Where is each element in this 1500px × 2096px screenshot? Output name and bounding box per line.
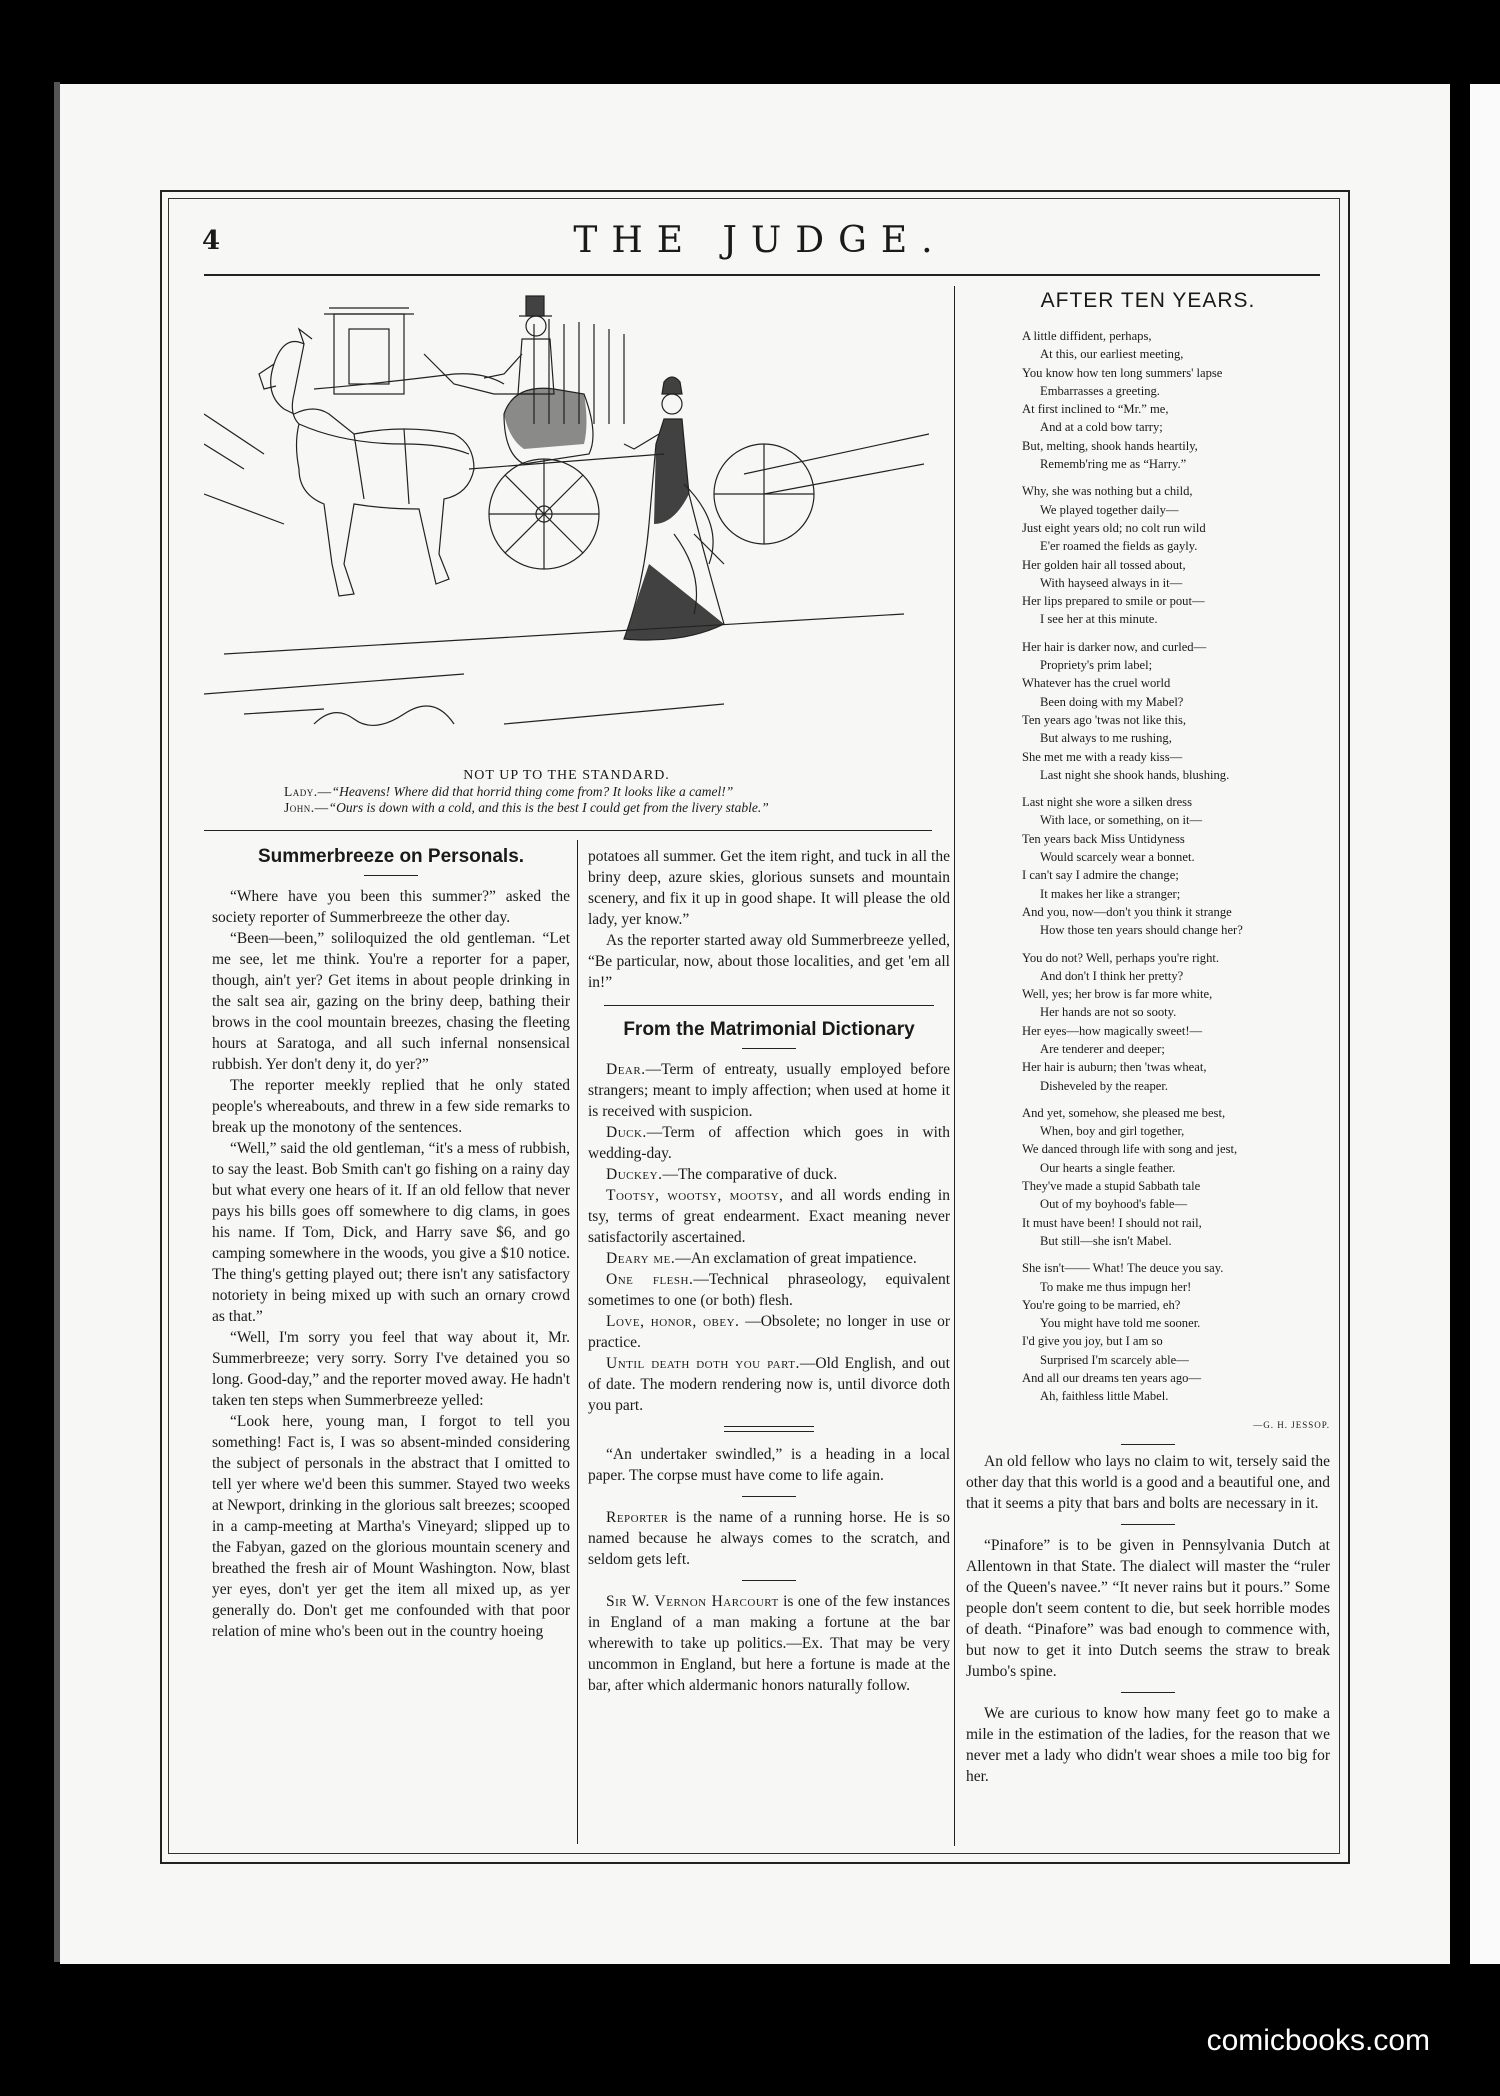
poem-line: But always to me rushing, — [1040, 731, 1172, 746]
poem-line: She isn't—— What! The deuce you say. — [1022, 1261, 1224, 1276]
horse-and-carriage-illustration — [204, 294, 929, 764]
poem-stanza — [1022, 638, 1330, 784]
dictionary-definition: —Term of affection which goes in with wedding-day. — [588, 1124, 950, 1162]
poem-line: You know how ten long summers' lapse — [1022, 365, 1223, 380]
item-rule — [1121, 1524, 1175, 1525]
poem-line: Her eyes—how magically sweet!— — [1022, 1023, 1203, 1038]
poem-line: But, melting, shook hands heartily, — [1022, 438, 1198, 453]
dictionary-entry — [588, 1248, 950, 1269]
poem-line: And don't I think her pretty? — [1040, 968, 1184, 983]
undertaker-item: “An undertaker swindled,” is a heading in a local paper. The corpse must have come to life again. — [588, 1446, 950, 1484]
poem-line: Whatever has the cruel world — [1022, 676, 1171, 691]
dictionary-definition: —An exclamation of great impatience. — [675, 1250, 917, 1267]
heading-rule — [742, 1048, 796, 1049]
poem-line: And at a cold bow tarry; — [1040, 420, 1163, 435]
poem-stanza — [1022, 793, 1330, 939]
summerbreeze-heading: Summerbreeze on Personals. — [257, 846, 525, 867]
adjacent-page-edge — [1470, 84, 1500, 1964]
caption-john-text: “Ours is down with a cold, and this is the best I could get from the livery stable.” — [328, 800, 769, 815]
poem-stanza — [1022, 949, 1330, 1095]
dictionary-entry — [588, 1353, 950, 1416]
poem-line: We played together daily— — [1040, 502, 1179, 517]
dictionary-entry — [588, 1185, 950, 1248]
poem-line: At this, our earliest meeting, — [1040, 347, 1184, 362]
poem-line: It must have been! I should not rail, — [1022, 1215, 1202, 1230]
section-rule — [604, 1005, 934, 1007]
dictionary-term: Tootsy, wootsy, mootsy, — [606, 1187, 784, 1204]
poem-line: A little diffident, perhaps, — [1022, 329, 1152, 343]
item-rule — [1121, 1444, 1175, 1445]
old-fellow-item: An old fellow who lays no claim to wit, tersely said the other day that this world is a good and a beautiful one, and that it seems a pity that bars and bolts are necessary in it. — [966, 1452, 1330, 1512]
poem-line: Our hearts a single feather. — [1040, 1160, 1176, 1175]
poem-line: Ah, faithless little Mabel. — [1040, 1389, 1169, 1404]
dictionary-entry — [588, 1311, 950, 1353]
poem-line: She met me with a ready kiss— — [1022, 749, 1183, 764]
poem-line: You do not? Well, perhaps you're right. — [1022, 950, 1220, 965]
reporter-term: Reporter — [606, 1509, 669, 1526]
poem-line: Her golden hair all tossed about, — [1022, 557, 1186, 572]
poem-line: Just eight years old; no colt run wild — [1022, 520, 1206, 535]
poem-line: Why, she was nothing but a child, — [1022, 484, 1193, 499]
poem-line: E'er roamed the fields as gayly. — [1040, 539, 1198, 554]
item-rule — [742, 1496, 796, 1497]
poem-line: We danced through life with song and jest, — [1022, 1142, 1238, 1157]
pinafore-item: “Pinafore” is to be given in Pennsylvania Dutch at Allentown in that State. The dialect will master the “ruler of the Queen's navee.” “It never rains but it pours.” Some people don't seem content to die, but seek horrible modes of death. “Pinafore” was bad enough to commence with, but now to get it into Dutch seems the straw to break Jumbo's spine. — [966, 1536, 1330, 1680]
poem-line: I'd give you joy, but I am so — [1022, 1334, 1163, 1349]
page-header — [200, 218, 1320, 268]
caption-title: NOT UP TO THE STANDARD. — [463, 768, 670, 783]
dictionary-term: Until death doth you part. — [606, 1355, 800, 1372]
dictionary-term: One flesh. — [606, 1271, 694, 1288]
poem-line: Last night she wore a silken dress — [1022, 795, 1192, 810]
poem-line: You might have told me sooner. — [1040, 1316, 1201, 1331]
dictionary-term: Deary me. — [606, 1250, 676, 1267]
poem-line: At first inclined to “Mr.” me, — [1022, 402, 1169, 417]
article-paragraph: “Well,” said the old gentleman, “it's a mess of rubbish, to say the least. Bob Smith can't go fishing on a rainy day but what every one hears of it. If an old fellow that never pays his bills goes off somewhere to dig clams, in goes his name. If Tom, Dick, and Harry save $6, and go camping somewhere in the woods, you give a $10 notice. The thing's getting played out; there isn't any satisfactory notoriety in being mixed up with such an ornary crowd as that.” — [212, 1140, 570, 1325]
curious-item: We are curious to know how many feet go to make a mile in the estimation of the ladies, for the reason that we never met a lady who didn't wear shoes a mile too big for her. — [966, 1704, 1330, 1785]
cartoon-caption — [204, 768, 929, 816]
poem-stanza — [1022, 1259, 1330, 1405]
poem-line: Her hair is darker now, and curled— — [1022, 639, 1207, 654]
poem-line: They've made a stupid Sabbath tale — [1022, 1179, 1201, 1194]
poem-line: How those ten years should change her? — [1040, 923, 1243, 938]
poem-line: You're going to be married, eh? — [1022, 1297, 1181, 1312]
poem-stanza — [1022, 482, 1330, 628]
poem-line: Well, yes; her brow is far more white, — [1022, 987, 1213, 1002]
matrimonial-dictionary-heading: From the Matrimonial Dictionary — [623, 1019, 915, 1040]
dictionary-definition: —Term of entreaty, usually employed before strangers; meant to imply affection; when used at home it is received with suspicion. — [588, 1061, 950, 1120]
poem-line: Her lips prepared to smile or pout— — [1022, 594, 1205, 609]
caption-lady-speaker: Lady.— — [284, 784, 332, 799]
column-3 — [966, 290, 1330, 1787]
poem-line: And yet, somehow, she pleased me best, — [1022, 1105, 1226, 1120]
poem-line: Rememb'ring me as “Harry.” — [1040, 457, 1187, 472]
poem-line: And all our dreams ten years ago— — [1022, 1371, 1202, 1386]
item-rule — [1121, 1692, 1175, 1693]
masthead-title: THE JUDGE. — [573, 220, 947, 261]
poem-line: To make me thus impugn her! — [1040, 1279, 1192, 1294]
dictionary-term: Duckey. — [606, 1166, 663, 1183]
poem-line: But still—she isn't Mabel. — [1040, 1233, 1172, 1248]
article-paragraph: “Been—been,” soliloquized the old gentleman. “Let me see, let me think. You're a reporter for a paper, though, ain't yer? Get items in about people drinking in the salt sea air, gazing on the briny deep, bathing their brows in the cool mountain breezes, chasing the fleeting hours at Saratoga, and all such infernal nonsensical rubbish. Yer don't deny it, do yer?” — [212, 930, 570, 1073]
poem-line: Ten years ago 'twas not like this, — [1022, 712, 1187, 727]
poem-line: Embarrasses a greeting. — [1040, 383, 1160, 398]
heading-rule — [364, 875, 418, 876]
dictionary-term: Duck. — [606, 1124, 647, 1141]
dictionary-term: Love, honor, obey. — [606, 1313, 740, 1330]
poem-line: Would scarcely wear a bonnet. — [1040, 850, 1195, 865]
harcourt-term: Sir W. Vernon Harcourt — [606, 1593, 779, 1610]
article-paragraph: potatoes all summer. Get the item right, and tuck in all the briny deep, azure skies, glorious sunsets and mountain scenery, and fix it up in good shape. It will please the old lady, yer know.” — [588, 848, 950, 928]
article-paragraph: As the reporter started away old Summerbreeze yelled, “Be particular, now, about those localities, and get 'em all in!” — [588, 932, 950, 991]
article-paragraph: The reporter meekly replied that he only stated people's whereabouts, and threw in a few side remarks to break up the monotony of the sentences. — [212, 1077, 570, 1136]
section-double-rule — [724, 1426, 814, 1432]
poem-line: And you, now—don't you think it strange — [1022, 904, 1232, 919]
dictionary-definition: and all words ending in tsy, terms of great endearment. Exact meaning never satisfactorily ascertained. — [588, 1187, 950, 1246]
dictionary-entry — [588, 1164, 950, 1185]
poem-line: With lace, or something, on it— — [1040, 813, 1203, 828]
poem-body — [1022, 327, 1330, 1406]
dictionary-definition: —The comparative of duck. — [662, 1166, 838, 1183]
site-watermark: comicbooks.com — [1206, 2024, 1430, 2057]
poem-line: Last night she shook hands, blushing. — [1040, 767, 1230, 782]
poem-line: Ten years back Miss Untidyness — [1022, 831, 1185, 846]
dictionary-definition: —Obsolete; no longer in use or practice. — [588, 1313, 950, 1351]
poem-line: Disheveled by the reaper. — [1040, 1078, 1168, 1093]
harcourt-text: is one of the few instances in England of a man making a fortune at the bar wherewith to take up politics.—Ex. That may be very uncommon in England, but here a fortune is made at the bar, after which aldermanic honors naturally follow. — [588, 1593, 950, 1694]
dictionary-term: Dear. — [606, 1061, 646, 1078]
column-divider-left — [577, 840, 578, 1844]
dictionary-definition: —Old English, and out of date. The modern rendering now is, until divorce doth you part. — [588, 1355, 950, 1414]
poem-line: Are tenderer and deeper; — [1040, 1041, 1165, 1056]
dictionary-definition: —Technical phraseology, equivalent sometimes to one (or both) flesh. — [588, 1271, 951, 1309]
article-paragraph: “Well, I'm sorry you feel that way about it, Mr. Summerbreeze; very sorry. Sorry I've detained you so long. Good-day,” and the reporter moved away. He hadn't taken ten steps when Summerbreeze yelled: — [212, 1329, 570, 1409]
dictionary-entry — [588, 1269, 950, 1311]
reporter-text: is the name of a running horse. He is so named because he always comes to the scratch, and seldom gets left. — [588, 1509, 950, 1568]
caption-john-speaker: John.— — [284, 800, 329, 815]
page-number: 4 — [202, 226, 221, 256]
poem-stanza — [1022, 1104, 1330, 1250]
cartoon-bottom-rule — [204, 830, 932, 831]
item-rule — [742, 1580, 796, 1581]
poem-line: Been doing with my Mabel? — [1040, 694, 1184, 709]
poem-signature: —G. H. JESSOP. — [1253, 1419, 1330, 1430]
poem-line: Surprised I'm scarcely able— — [1040, 1352, 1189, 1367]
poem-line: Her hair is auburn; then 'twas wheat, — [1022, 1060, 1207, 1075]
masthead-rule — [204, 274, 1320, 276]
column-2 — [588, 846, 950, 1696]
caption-lady-text: “Heavens! Where did that horrid thing come from? It looks like a camel!” — [331, 784, 734, 799]
article-paragraph: “Where have you been this summer?” asked the society reporter of Summerbreeze the other day. — [212, 888, 570, 926]
poem-line: I can't say I admire the change; — [1022, 868, 1179, 883]
article-paragraph: “Look here, young man, I forgot to tell you something! Fact is, I was so absent-minded considering the subject of personals in the abstract that I omitted to tell yer where we'd been this summer. Stayed two weeks at Newport, drinking in the glorious salt breezes; scooped in a camp-meeting at Martha's Vineyard; slipped up to the Fabyan, gazed on the glorious mountain scenery and breathed the fresh air of Mount Washington. Now, blast yer eyes, don't yer get the item all mixed up, as yer generally do. Don't get me confounded with that poor relation of mine who's been out in the country hoeing — [212, 1413, 570, 1640]
dictionary-entry — [588, 1059, 950, 1122]
poem-line: Her hands are not so sooty. — [1040, 1005, 1177, 1020]
poem-line: I see her at this minute. — [1040, 612, 1158, 627]
poem-line: With hayseed always in it— — [1040, 575, 1183, 590]
caption-john-line — [204, 800, 929, 816]
poem-line: It makes her like a stranger; — [1040, 886, 1181, 901]
harcourt-item — [588, 1591, 950, 1696]
poem-title: AFTER TEN YEARS. — [1040, 289, 1256, 312]
poem-stanza — [1022, 327, 1330, 473]
poem-line: Propriety's prim label; — [1040, 658, 1153, 673]
reporter-item — [588, 1507, 950, 1570]
dictionary-entry — [588, 1122, 950, 1164]
column-1 — [212, 846, 570, 1642]
caption-lady-line — [204, 784, 929, 800]
poem-line: When, boy and girl together, — [1040, 1124, 1185, 1139]
column-divider-right — [954, 286, 955, 1846]
poem-line: Out of my boyhood's fable— — [1040, 1197, 1188, 1212]
